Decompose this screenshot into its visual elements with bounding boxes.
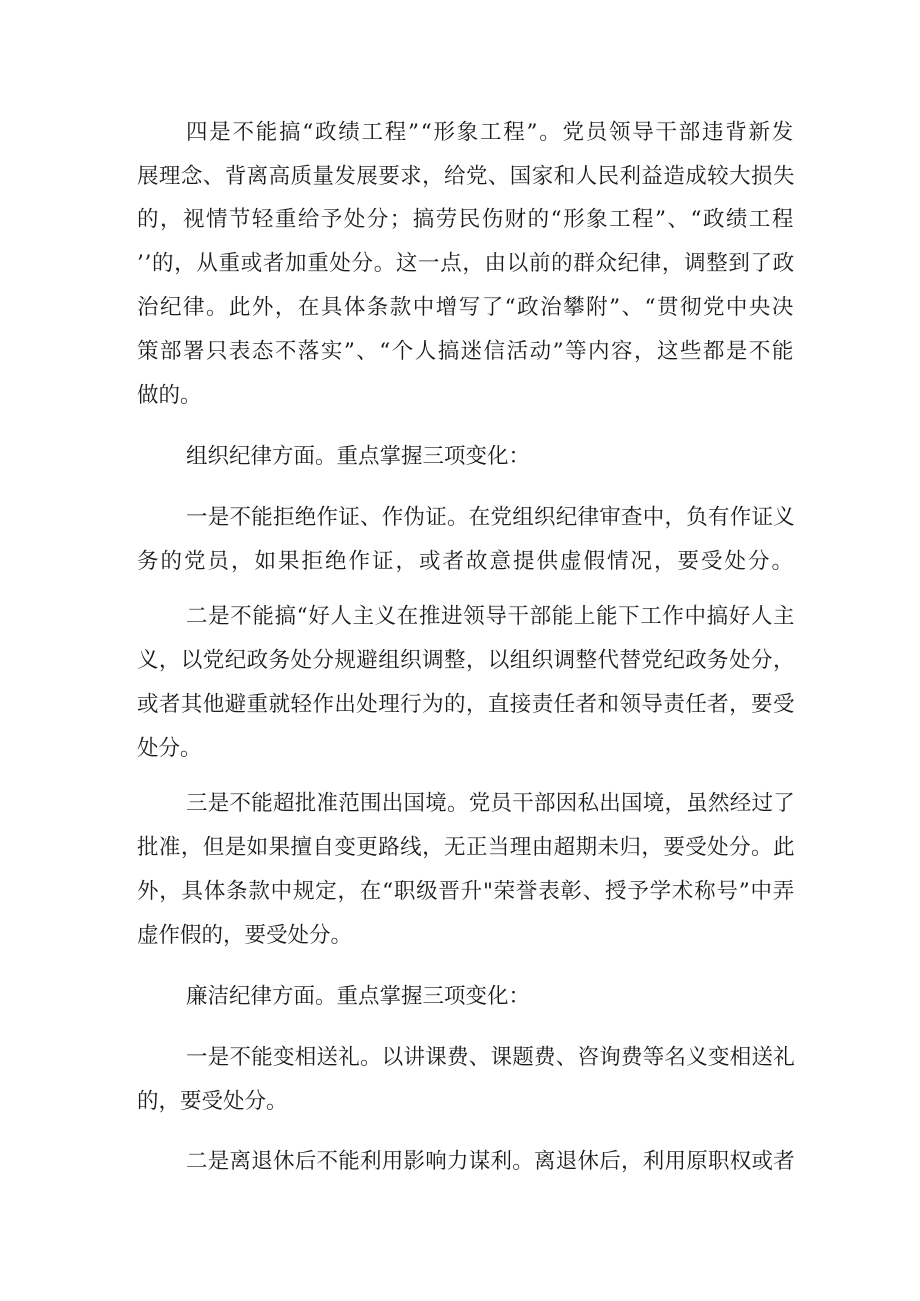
text-line: 二是不能搞“好人主义在推进领导干部能上能下工作中搞好人主 <box>186 604 796 629</box>
text-line: 的，视情节轻重给予处分；搞劳民伤财的“形象工程”、“政绩工程 <box>137 207 795 232</box>
text-line: 外，具体条款中规定，在“职级晋升"荣誉表彰、授予学术称号”中弄 <box>137 879 796 904</box>
text-line: ’’的，从重或者加重处分。这一点，由以前的群众纪律，调整到了政 <box>137 251 795 276</box>
text-line: 义，以党纪政务处分规避组织调整，以组织调整代替党纪政务处分， <box>137 648 795 673</box>
section-heading: 廉洁纪律方面。重点掌握三项变化： <box>186 984 531 1009</box>
text-line: 二是离退休后不能利用影响力谋利。离退休后，利用原职权或者 <box>186 1149 796 1174</box>
text-line: 批准，但是如果擅自变更路线，无正当理由超期未归，要受处分。此 <box>137 835 795 860</box>
text-line: 一是不能变相送礼。以讲课费、课题费、咨询费等名义变相送礼 <box>186 1045 796 1070</box>
text-line: 做的。 <box>137 383 202 408</box>
text-line: 虚作假的，要受处分。 <box>137 923 353 948</box>
text-line: 处分。 <box>137 736 202 761</box>
text-line: 策部署只表态不落实”、“个人搞迷信活动”等内容，这些都是不能 <box>137 339 795 364</box>
text-line: 的，要受处分。 <box>137 1089 288 1114</box>
text-line: 或者其他避重就轻作出处理行为的，直接责任者和领导责任者，要受 <box>137 692 795 717</box>
text-line: 务的党员，如果拒绝作证，或者故意提供虚假情况，要受处分。 <box>137 549 796 574</box>
text-line: 展理念、背离高质量发展要求，给党、国家和人民利益造成较大损失 <box>137 164 795 189</box>
text-line: 四是不能搞“政绩工程”“形象工程”。党员领导干部违背新发 <box>186 120 795 145</box>
section-heading: 组织纪律方面。重点掌握三项变化： <box>186 444 531 469</box>
text-line: 治纪律。此外，在具体条款中增写了“政治攀附”、“贯彻党中央决 <box>137 295 795 320</box>
text-line: 三是不能超批准范围出国境。党员干部因私出国境，虽然经过了 <box>186 791 796 816</box>
text-line: 一是不能拒绝作证、作伪证。在党组织纪律审查中，负有作证义 <box>186 505 796 530</box>
